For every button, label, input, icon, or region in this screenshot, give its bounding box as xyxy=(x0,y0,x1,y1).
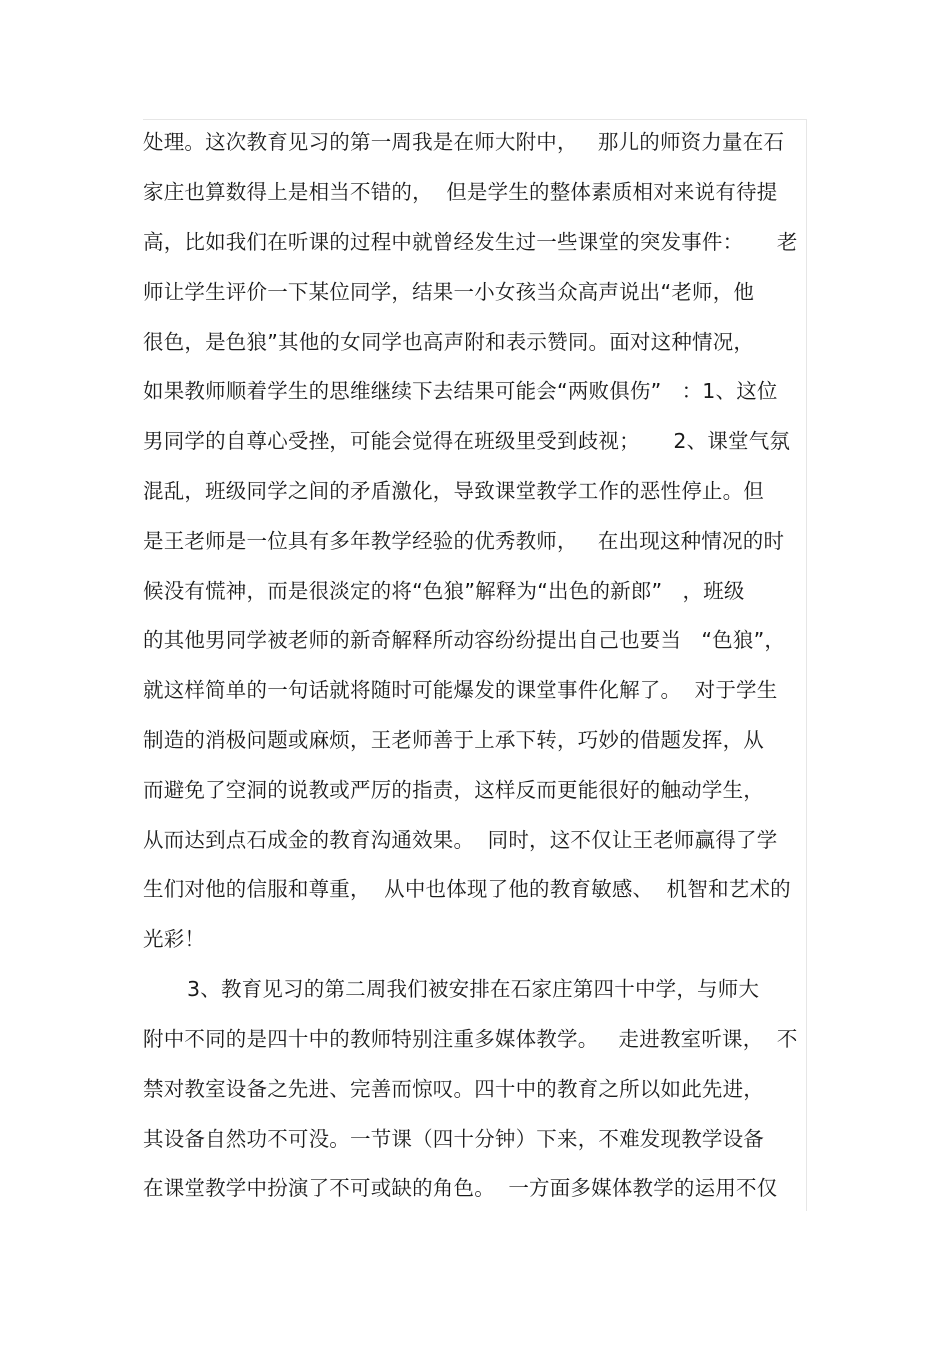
text-line: 处理。这次教育见习的第一周我是在师大附中， 那儿的师资力量在石 xyxy=(143,130,785,154)
text-line: 混乱，班级同学之间的矛盾激化，导致课堂教学工作的恶性停止。但 xyxy=(143,479,764,503)
text-line: 如果教师顺着学生的思维继续下去结果可能会“两败俱伤” ：1、这位 xyxy=(143,379,778,403)
text-line: 禁对教室设备之先进、完善而惊叹。四十中的教育之所以如此先进， xyxy=(143,1077,764,1101)
text-line: 而避免了空洞的说教或严厉的指责，这样反而更能很好的触动学生， xyxy=(143,778,764,802)
text-line: 高，比如我们在听课的过程中就曾经发生过一些课堂的突发事件： 老 xyxy=(143,230,798,254)
text-line: 附中不同的是四十中的教师特别注重多媒体教学。 走进教室听课， 不 xyxy=(143,1027,798,1051)
text-line: 是王老师是一位具有多年教学经验的优秀教师， 在出现这种情况的时 xyxy=(143,529,785,553)
text-line: 在课堂教学中扮演了不可或缺的角色。 一方面多媒体教学的运用不仅 xyxy=(143,1176,778,1200)
text-line: 的其他男同学被老师的新奇解释所动容纷纷提出自己也要当 “色狼”， xyxy=(143,628,786,652)
text-line: 从而达到点石成金的教育沟通效果。 同时，这不仅让王老师赢得了学 xyxy=(143,828,778,852)
text-line: 男同学的自尊心受挫，可能会觉得在班级里受到歧视； 2、课堂气氛 xyxy=(143,429,791,453)
text-line: 制造的消极问题或麻烦，王老师善于上承下转，巧妙的借题发挥，从 xyxy=(143,728,764,752)
paragraph-first-line: 3、教育见习的第二周我们被安排在石家庄第四十中学，与师大 xyxy=(187,977,760,1001)
text-line: 很色，是色狼”其他的女同学也高声附和表示赞同。面对这种情况， xyxy=(143,330,755,354)
text-line: 师让学生评价一下某位同学，结果一小女孩当众高声说出“老师，他 xyxy=(143,280,755,304)
text-line: 生们对他的信服和尊重， 从中也体现了他的教育敏感、 机智和艺术的 xyxy=(143,877,791,901)
text-line: 其设备自然功不可没。一节课（四十分钟）下来，不难发现教学设备 xyxy=(143,1127,764,1151)
text-line: 家庄也算数得上是相当不错的， 但是学生的整体素质相对来说有待提 xyxy=(143,180,778,204)
text-line: 光彩！ xyxy=(143,927,206,951)
text-line: 候没有慌神，而是很淡定的将“色狼”解释为“出色的新郎” ，班级 xyxy=(143,579,745,603)
document-body xyxy=(143,119,807,1211)
text-line: 就这样简单的一句话就将随时可能爆发的课堂事件化解了。 对于学生 xyxy=(143,678,778,702)
